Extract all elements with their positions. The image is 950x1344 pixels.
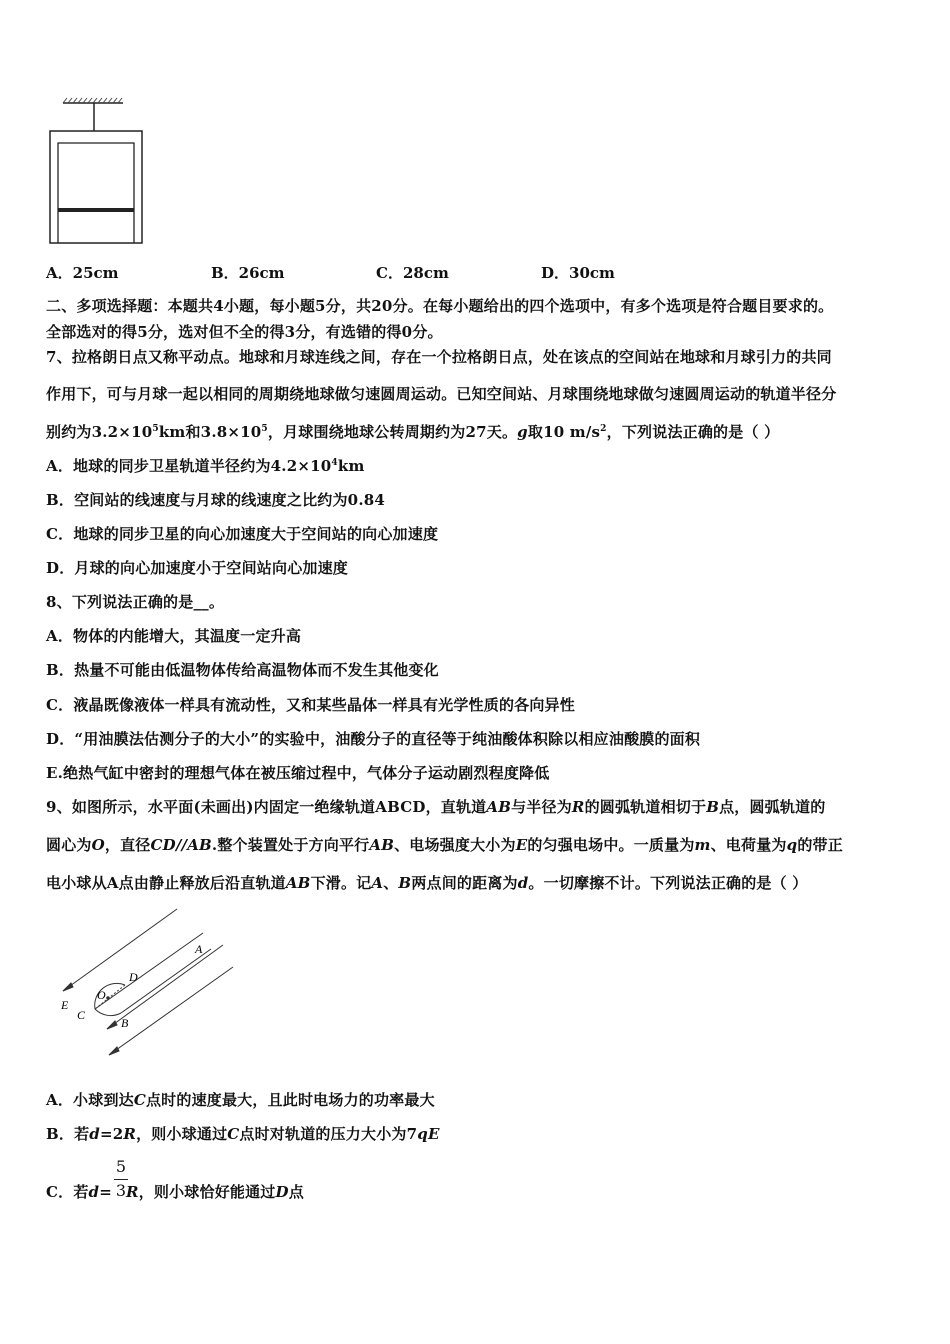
label-B: B <box>121 1016 129 1030</box>
cylinder-figure <box>45 95 155 250</box>
label-O: O <box>97 988 106 1002</box>
section-heading: 二、多项选择题：本题共4小题，每小题5分，共20分。在每小题给出的四个选项中，有多个选项是符合题目要求的。 <box>46 297 834 315</box>
q8-option-c: C．液晶既像液体一样具有流动性，又和某些晶体一样具有光学性质的各向异性 <box>46 696 575 714</box>
q7-option-d: D．月球的向心加速度小于空间站向心加速度 <box>46 559 349 577</box>
label-C: C <box>77 1008 86 1022</box>
label-A: A <box>195 942 203 956</box>
q9-option-b: B．若d=2R，则小球通过C点时对轨道的压力大小为7qE <box>46 1125 440 1143</box>
q9-stem-line2: 圆心为O，直径CD//AB.整个装置处于方向平行AB、电场强度大小为E的匀强电场中。一质量为m、电荷量为q的带正 <box>46 836 843 854</box>
q7-stem-line2: 作用下，可与月球一起以相同的周期绕地球做匀速圆周运动。已知空间站、月球围绕地球做匀速圆周运动的轨道半径分 <box>46 385 837 403</box>
q9-stem-line3: 电小球从A点由静止释放后沿直轨道AB下滑。记A、B两点间的距离为d。一切摩擦不计。下列说法正确的是（ ） <box>46 874 808 892</box>
q7-option-c: C．地球的同步卫星的向心加速度大于空间站的向心加速度 <box>46 525 439 543</box>
section-scoring: 全部选对的得5分，选对但不全的得3分，有选错的得0分。 <box>46 323 443 341</box>
q6-option-c: C．28cm <box>376 264 449 282</box>
fraction-numerator: 5 <box>115 1157 127 1176</box>
q8-stem: 8、下列说法正确的是__。 <box>46 593 225 611</box>
q7-stem-line1: 7、拉格朗日点又称平动点。地球和月球连线之间，存在一个拉格朗日点，处在该点的空间站在地球和月球引力的共同 <box>46 348 832 366</box>
q6-option-b: B．26cm <box>211 264 285 282</box>
label-D: D <box>129 970 138 984</box>
fraction-bar <box>114 1179 128 1180</box>
q8-option-d: D．“用油膜法估测分子的大小”的实验中，油酸分子的直径等于纯油酸体积除以相应油酸膜的面积 <box>46 730 701 748</box>
q7-option-b: B．空间站的线速度与月球的线速度之比约为0.84 <box>46 491 386 509</box>
label-E: E <box>61 998 69 1012</box>
q9-option-a: A．小球到达C点时的速度最大，且此时电场力的功率最大 <box>46 1091 435 1109</box>
q8-option-e: E.绝热气缸中密封的理想气体在被压缩过程中，气体分子运动剧烈程度降低 <box>46 764 550 782</box>
q9-option-c: C．若d= R，则小球恰好能通过D点 <box>46 1183 304 1201</box>
q9-stem-line1: 9、如图所示，水平面(未画出)内固定一绝缘轨道ABCD，直轨道AB与半径为R的圆弧轨道相切于B点，圆弧轨道的 <box>46 798 826 816</box>
q6-option-a: A．25cm <box>46 264 119 282</box>
q8-option-b: B．热量不可能由低温物体传给高温物体而不发生其他变化 <box>46 661 439 679</box>
q7-stem-line3: 别约为$3.2\times 10^5km$和$3.8\times 10^5$，月球围绕地球公转周期约为27天。g取10 $m/s^2$，下列说法正确的是（ ） <box>46 423 780 441</box>
q7-option-a: A．地球的同步卫星轨道半径约为$4.2\times 10^4km$ <box>46 457 365 475</box>
q8-option-a: A．物体的内能增大，其温度一定升高 <box>46 627 302 645</box>
track-field-diagram <box>55 905 245 1060</box>
fraction-denominator: 3 <box>115 1181 127 1200</box>
q6-option-d: D．30cm <box>541 264 615 282</box>
